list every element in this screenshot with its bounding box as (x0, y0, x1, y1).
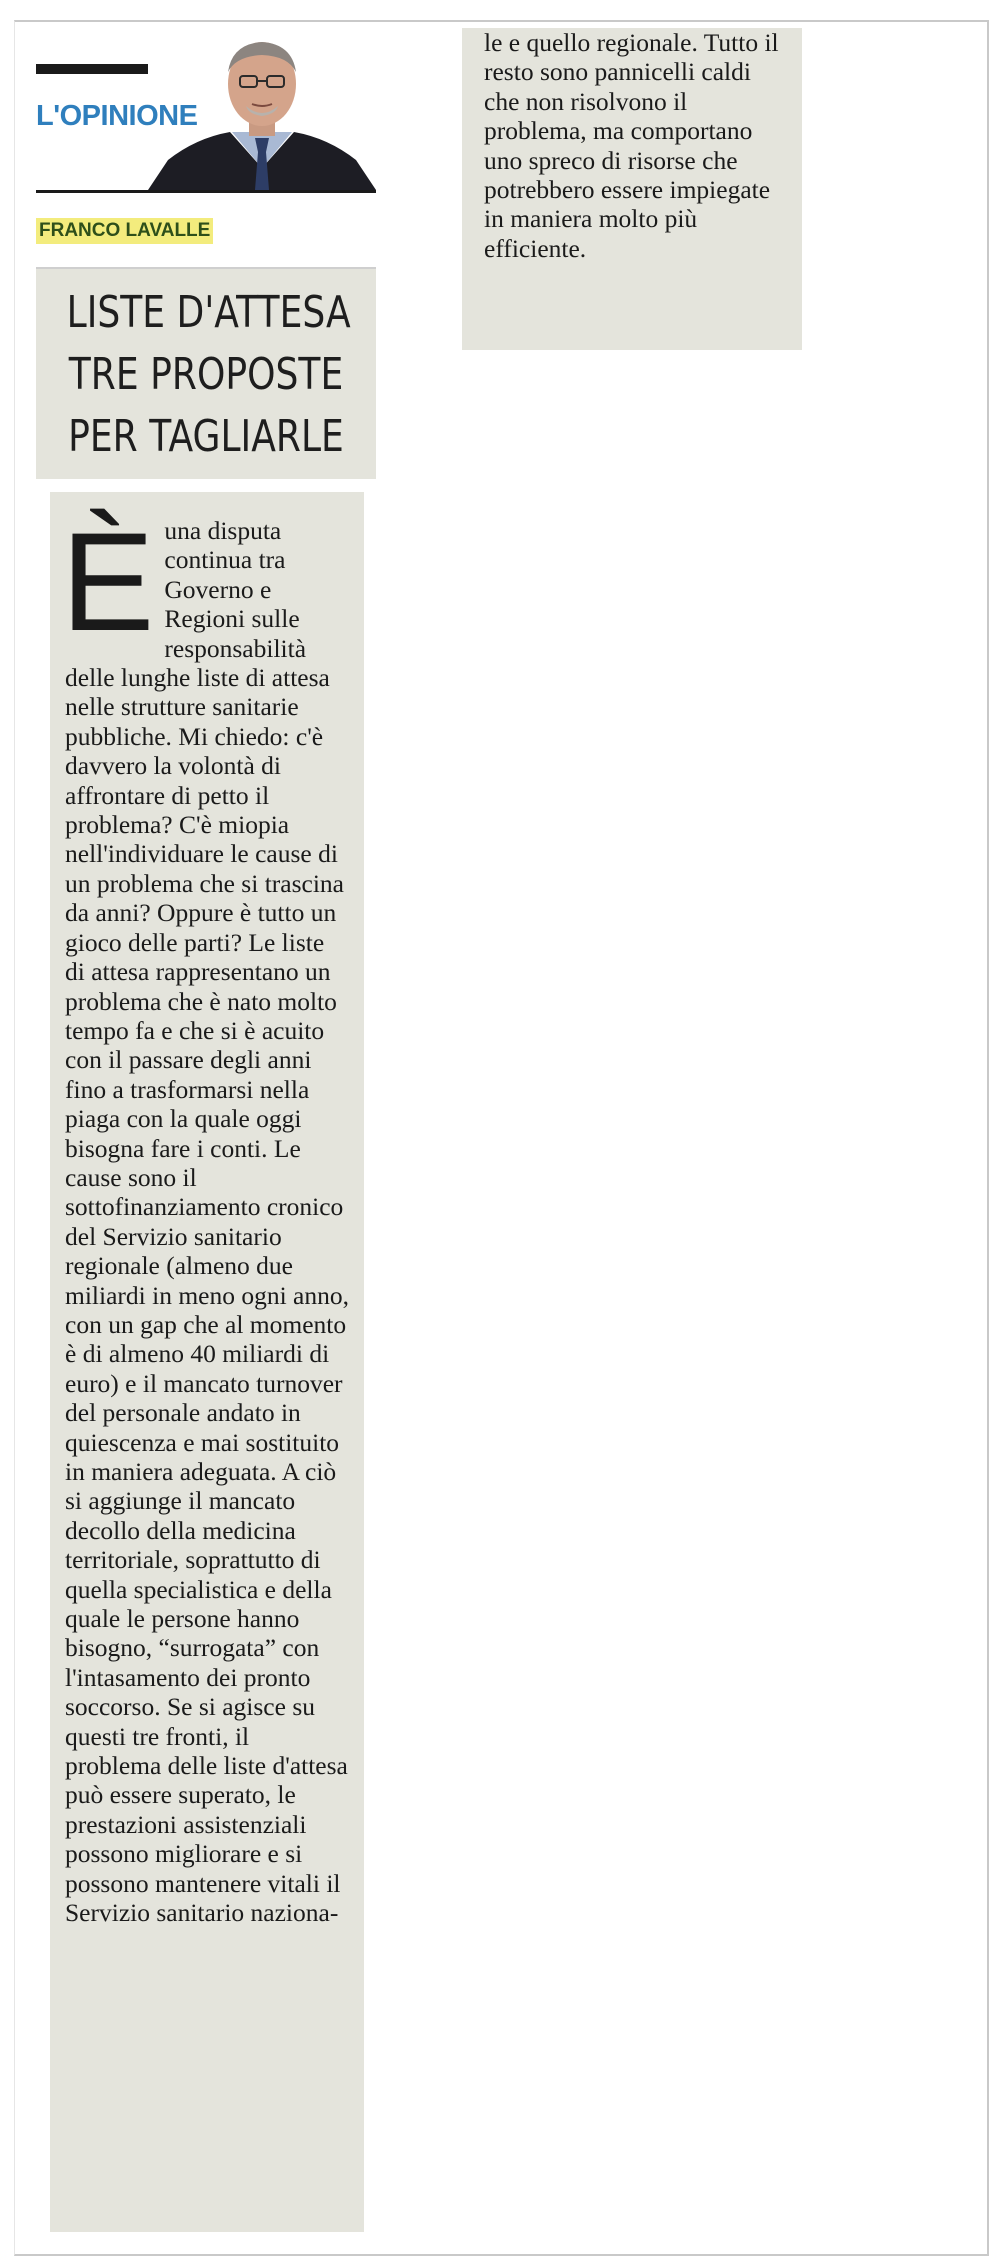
author-name: FRANCO LAVALLE (36, 218, 213, 244)
article-body (61, 503, 349, 1928)
article-body-text: una disputa continua tra Governo e Regioni sulle responsabilità delle lunghe liste di attesa nelle strutture sanitarie pubbliche. Mi chiedo: c'è davvero la volontà di affrontare di petto il problema? C'è miopia nell'individuare le cause di un problema che si trascina da anni? Oppure è tutto un gioco delle parti? Le liste di attesa rappresentano un problema che è nato molto tempo fa e che si è acuito con il passare degli anni fino a trasformarsi nella piaga con la quale oggi bisogna fare i conti. Le cause sono il sottofinanziamento cronico del Servizio sanitario regionale (almeno due miliardi in meno ogni anno, con un gap che al momento è di almeno 40 miliardi di euro) e il mancato turnover del personale andato in quiescenza e mai sostituito in maniera adeguata. A ciò si aggiunge il mancato decollo della medicina territoriale, soprattutto di quella specialistica e della quale le persone hanno bisogno, “surrogata” con l'intasamento dei pronto soccorso. Se si agisce su questi tre fronti, il problema delle liste d'attesa può essere superato, le prestazioni assistenziali possono migliorare e si possono mantenere vitali il Servizio sanitario naziona- (65, 516, 349, 1928)
article-continuation: le e quello regionale. Tutto il resto sono pannicelli caldi che non risolvono il problema, ma comportano uno spreco di risorse che potrebbero essere impiegate in maniera molto più efficiente. (484, 28, 779, 263)
headline-line-1: LISTE D'ATTESA (66, 287, 351, 338)
headline-line-3: PER TAGLIARLE (68, 411, 344, 462)
header-rule-low (36, 267, 376, 269)
article-header (36, 28, 376, 479)
headline-line-2: TRE PROPOSTE (68, 349, 344, 400)
section-label: L'OPINIONE (36, 100, 198, 132)
article-continuation-column (462, 28, 802, 350)
article-body-column (50, 492, 364, 2232)
drop-cap: È (61, 503, 155, 660)
headline (66, 282, 351, 468)
header-rule-mid (36, 190, 376, 193)
